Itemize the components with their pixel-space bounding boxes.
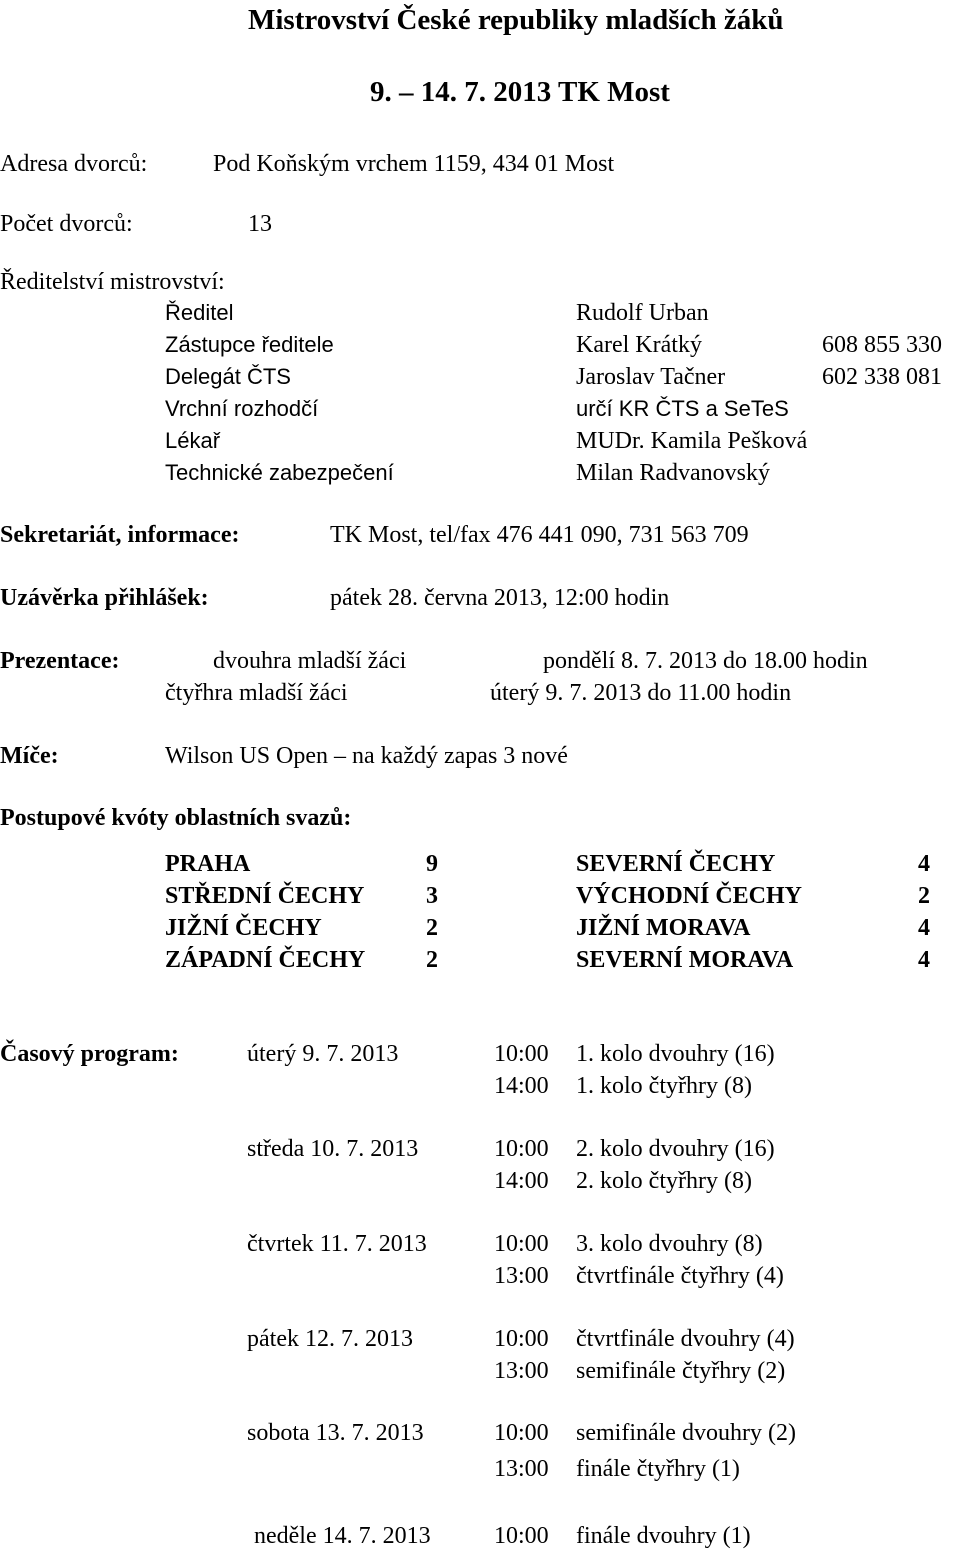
directorate-role: Technické zabezpečení [165, 460, 394, 485]
quota-value: 2 [426, 915, 438, 941]
quota-value: 2 [426, 947, 438, 973]
quota-value: 4 [918, 947, 930, 973]
schedule-event: finále dvouhry (1) [576, 1523, 751, 1549]
quota-region: PRAHA [165, 851, 251, 877]
quota-region: SEVERNÍ MORAVA [576, 947, 794, 973]
schedule-time: 10:00 [494, 1041, 549, 1067]
quota-region: STŘEDNÍ ČECHY [165, 883, 365, 909]
schedule-event: 2. kolo čtyřhry (8) [576, 1168, 752, 1194]
quota-value: 2 [918, 883, 930, 909]
registration-doubles-event: čtyřhra mladší žáci [165, 680, 348, 706]
secretariat-value: TK Most, tel/fax 476 441 090, 731 563 709 [330, 522, 749, 548]
schedule-day: středa 10. 7. 2013 [247, 1136, 419, 1162]
schedule-time: 10:00 [494, 1523, 549, 1549]
directorate-role: Zástupce ředitele [165, 332, 334, 357]
schedule-time: 14:00 [494, 1073, 549, 1099]
page-title: Mistrovství České republiky mladších žáků [248, 4, 784, 36]
schedule-event: 2. kolo dvouhry (16) [576, 1136, 775, 1162]
schedule-event: 3. kolo dvouhry (8) [576, 1231, 763, 1257]
registration-doubles-time: úterý 9. 7. 2013 do 11.00 hodin [490, 680, 792, 706]
courts-label: Počet dvorců: [0, 211, 133, 237]
schedule-event: semifinále dvouhry (2) [576, 1420, 796, 1446]
schedule-time: 14:00 [494, 1168, 549, 1194]
schedule-day: čtvrtek 11. 7. 2013 [247, 1231, 427, 1257]
schedule-time: 13:00 [494, 1358, 549, 1384]
registration-singles-event: dvouhra mladší žáci [213, 648, 407, 674]
schedule-label: Časový program: [0, 1041, 179, 1067]
schedule-day: pátek 12. 7. 2013 [247, 1326, 413, 1352]
directorate-phone: 608 855 330 [822, 332, 942, 358]
schedule-time: 13:00 [494, 1263, 549, 1289]
directorate-role: Vrchní rozhodčí [165, 396, 319, 421]
schedule-event: 1. kolo čtyřhry (8) [576, 1073, 752, 1099]
directorate-name: MUDr. Kamila Pešková [576, 428, 808, 454]
deadline-value: pátek 28. června 2013, 12:00 hodin [330, 585, 670, 611]
event-dates: 9. – 14. 7. 2013 TK Most [370, 76, 670, 108]
balls-label: Míče: [0, 743, 59, 769]
secretariat-label: Sekretariát, informace: [0, 522, 240, 548]
directorate-heading: Ředitelství mistrovství: [0, 269, 225, 295]
quota-region: JIŽNÍ MORAVA [576, 915, 751, 941]
directorate-phone: 602 338 081 [822, 364, 942, 390]
schedule-time: 10:00 [494, 1136, 549, 1162]
quota-value: 3 [426, 883, 438, 909]
quota-region: VÝCHODNÍ ČECHY [576, 883, 803, 909]
schedule-event: 1. kolo dvouhry (16) [576, 1041, 775, 1067]
quotas-heading: Postupové kvóty oblastních svazů: [0, 805, 352, 831]
deadline-label: Uzávěrka přihlášek: [0, 585, 209, 611]
quota-value: 9 [426, 851, 438, 877]
directorate-name: Karel Krátký [576, 332, 702, 358]
schedule-time: 10:00 [494, 1326, 549, 1352]
directorate-role: Ředitel [165, 300, 234, 325]
directorate-name: určí KR ČTS a SeTeS [576, 396, 789, 421]
quota-value: 4 [918, 851, 930, 877]
directorate-role: Lékař [165, 428, 221, 453]
quota-region: JIŽNÍ ČECHY [165, 915, 322, 941]
schedule-event: finále čtyřhry (1) [576, 1456, 740, 1482]
directorate-name: Rudolf Urban [576, 300, 709, 326]
quota-region: SEVERNÍ ČECHY [576, 851, 776, 877]
registration-singles-time: pondělí 8. 7. 2013 do 18.00 hodin [543, 648, 868, 674]
schedule-day: neděle 14. 7. 2013 [254, 1523, 431, 1549]
registration-label: Prezentace: [0, 648, 120, 674]
schedule-event: čtvrtfinále dvouhry (4) [576, 1326, 795, 1352]
directorate-name: Jaroslav Tačner [576, 364, 726, 390]
address-value: Pod Koňským vrchem 1159, 434 01 Most [213, 151, 615, 177]
quota-region: ZÁPADNÍ ČECHY [165, 947, 366, 973]
address-label: Adresa dvorců: [0, 151, 148, 177]
schedule-time: 13:00 [494, 1456, 549, 1482]
schedule-time: 10:00 [494, 1231, 549, 1257]
balls-value: Wilson US Open – na každý zapas 3 nové [165, 743, 568, 769]
schedule-time: 10:00 [494, 1420, 549, 1446]
schedule-day: úterý 9. 7. 2013 [247, 1041, 399, 1067]
directorate-name: Milan Radvanovský [576, 460, 770, 486]
schedule-event: semifinále čtyřhry (2) [576, 1358, 786, 1384]
directorate-role: Delegát ČTS [165, 364, 291, 389]
quota-value: 4 [918, 915, 930, 941]
courts-value: 13 [248, 211, 272, 237]
schedule-event: čtvrtfinále čtyřhry (4) [576, 1263, 784, 1289]
schedule-day: sobota 13. 7. 2013 [247, 1420, 424, 1446]
